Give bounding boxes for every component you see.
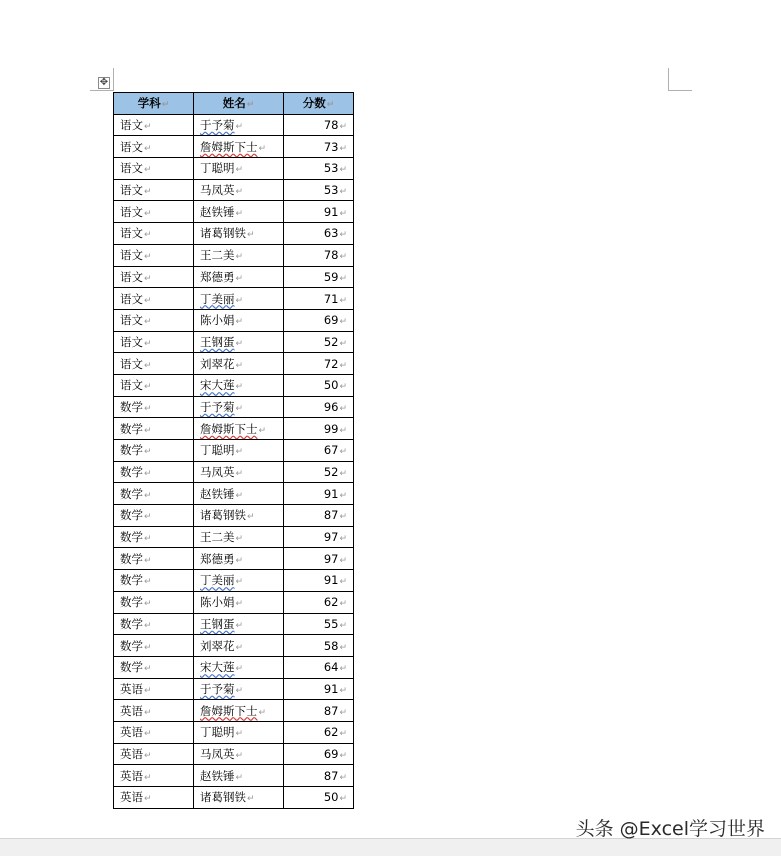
table-row bbox=[114, 309, 354, 331]
paragraph-mark-icon: ↵ bbox=[339, 425, 347, 436]
table-row bbox=[114, 223, 354, 245]
cell-subject[interactable]: 数学↵ bbox=[114, 396, 194, 418]
paragraph-mark-icon: ↵ bbox=[144, 794, 152, 805]
paragraph-mark-icon: ↵ bbox=[339, 642, 347, 653]
table-row bbox=[114, 700, 354, 722]
cell-subject[interactable]: 语文↵ bbox=[114, 179, 194, 201]
grade-table bbox=[113, 92, 354, 809]
paragraph-mark-icon: ↵ bbox=[339, 620, 347, 631]
paragraph-mark-icon: ↵ bbox=[144, 403, 152, 414]
cell-name[interactable]: 丁聪明↵ bbox=[194, 440, 284, 462]
paragraph-mark-icon: ↵ bbox=[339, 794, 347, 805]
cell-subject[interactable]: 数学↵ bbox=[114, 613, 194, 635]
paragraph-mark-icon: ↵ bbox=[144, 187, 152, 198]
paragraph-mark-icon: ↵ bbox=[144, 143, 152, 154]
paragraph-mark-icon: ↵ bbox=[247, 230, 255, 241]
cell-score[interactable]: 53↵ bbox=[284, 158, 354, 180]
cell-score[interactable]: 78↵ bbox=[284, 244, 354, 266]
paragraph-mark-icon: ↵ bbox=[144, 512, 152, 523]
table-row bbox=[114, 158, 354, 180]
paragraph-mark-icon: ↵ bbox=[339, 273, 347, 284]
cell-name[interactable]: 丁美丽↵ bbox=[194, 288, 284, 310]
paragraph-mark-icon: ↵ bbox=[235, 295, 244, 306]
paragraph-mark-icon: ↵ bbox=[144, 534, 152, 545]
table-row bbox=[114, 591, 354, 613]
paragraph-mark-icon: ↵ bbox=[339, 772, 347, 783]
table-row bbox=[114, 678, 354, 700]
paragraph-mark-icon: ↵ bbox=[144, 317, 152, 328]
paragraph-mark-icon: ↵ bbox=[235, 599, 244, 610]
paragraph-mark-icon: ↵ bbox=[144, 729, 152, 740]
paragraph-mark-icon: ↵ bbox=[235, 664, 244, 675]
cell-score[interactable]: 64↵ bbox=[284, 656, 354, 678]
paragraph-mark-icon: ↵ bbox=[339, 122, 347, 133]
paragraph-mark-icon: ↵ bbox=[235, 447, 244, 458]
paragraph-mark-icon: ↵ bbox=[144, 750, 152, 761]
cell-name[interactable]: 郑德勇↵ bbox=[194, 548, 284, 570]
paragraph-mark-icon: ↵ bbox=[144, 382, 152, 393]
table-move-handle-icon[interactable]: ✥ bbox=[99, 77, 109, 88]
cell-name[interactable]: 于予菊↵ bbox=[194, 678, 284, 700]
paragraph-mark-icon: ↵ bbox=[144, 230, 152, 241]
cell-subject[interactable]: 数学↵ bbox=[114, 505, 194, 527]
paragraph-mark-icon: ↵ bbox=[235, 772, 244, 783]
paragraph-mark-icon: ↵ bbox=[144, 295, 152, 306]
cell-subject[interactable]: 数学↵ bbox=[114, 418, 194, 440]
table-row bbox=[114, 179, 354, 201]
paragraph-mark-icon: ↵ bbox=[339, 469, 347, 480]
paragraph-mark-icon: ↵ bbox=[144, 165, 152, 176]
paragraph-mark-icon: ↵ bbox=[144, 642, 152, 653]
paragraph-mark-icon: ↵ bbox=[144, 360, 152, 371]
cell-subject[interactable]: 语文↵ bbox=[114, 309, 194, 331]
paragraph-mark-icon: ↵ bbox=[339, 512, 347, 523]
cell-score[interactable]: 96↵ bbox=[284, 396, 354, 418]
cell-subject[interactable]: 语文↵ bbox=[114, 353, 194, 375]
crop-mark bbox=[668, 68, 669, 90]
watermark: 头条 @Excel学习世界 bbox=[575, 818, 765, 840]
cell-score[interactable]: 62↵ bbox=[284, 721, 354, 743]
paragraph-mark-icon: ↵ bbox=[235, 122, 244, 133]
paragraph-mark-icon: ↵ bbox=[339, 534, 347, 545]
cell-name[interactable]: 宋大莲↵ bbox=[194, 374, 284, 396]
cell-subject[interactable]: 英语↵ bbox=[114, 787, 194, 809]
cell-subject[interactable]: 语文↵ bbox=[114, 288, 194, 310]
table-row bbox=[114, 548, 354, 570]
crop-mark bbox=[90, 90, 114, 91]
paragraph-mark-icon: ↵ bbox=[339, 382, 347, 393]
paragraph-mark-icon: ↵ bbox=[235, 360, 244, 371]
cell-score[interactable]: 69↵ bbox=[284, 309, 354, 331]
paragraph-mark-icon: ↵ bbox=[339, 685, 347, 696]
paragraph-mark-icon: ↵ bbox=[144, 620, 152, 631]
cell-score[interactable]: 97↵ bbox=[284, 526, 354, 548]
cell-name[interactable]: 赵铁锤↵ bbox=[194, 765, 284, 787]
table-row bbox=[114, 526, 354, 548]
paragraph-mark-icon: ↵ bbox=[246, 100, 255, 111]
cell-name[interactable]: 陈小娟↵ bbox=[194, 309, 284, 331]
cell-name[interactable]: 王二美↵ bbox=[194, 526, 284, 548]
cell-subject[interactable]: 英语↵ bbox=[114, 700, 194, 722]
cell-subject[interactable]: 数学↵ bbox=[114, 461, 194, 483]
header-cell-name[interactable]: 姓名↵ bbox=[194, 93, 284, 115]
paragraph-mark-icon: ↵ bbox=[235, 577, 244, 588]
cell-name[interactable]: 诸葛钢铁↵ bbox=[194, 505, 284, 527]
paragraph-mark-icon: ↵ bbox=[144, 208, 152, 219]
paragraph-mark-icon: ↵ bbox=[235, 338, 244, 349]
paragraph-mark-icon: ↵ bbox=[235, 620, 244, 631]
table-row bbox=[114, 613, 354, 635]
paragraph-mark-icon: ↵ bbox=[144, 338, 152, 349]
table-row bbox=[114, 266, 354, 288]
cell-subject[interactable]: 语文↵ bbox=[114, 114, 194, 136]
paragraph-mark-icon: ↵ bbox=[144, 447, 152, 458]
cell-name[interactable]: 于予菊↵ bbox=[194, 114, 284, 136]
cell-name[interactable]: 诸葛钢铁↵ bbox=[194, 223, 284, 245]
paragraph-mark-icon: ↵ bbox=[235, 685, 244, 696]
paragraph-mark-icon: ↵ bbox=[144, 469, 152, 480]
paragraph-mark-icon: ↵ bbox=[326, 100, 335, 111]
header-cell-subject[interactable]: 学科↵ bbox=[114, 93, 194, 115]
cell-score[interactable]: 72↵ bbox=[284, 353, 354, 375]
paragraph-mark-icon: ↵ bbox=[144, 664, 152, 675]
table-row bbox=[114, 656, 354, 678]
paragraph-mark-icon: ↵ bbox=[161, 100, 170, 111]
cell-name[interactable]: 丁聪明↵ bbox=[194, 721, 284, 743]
cell-score[interactable]: 99↵ bbox=[284, 418, 354, 440]
paragraph-mark-icon: ↵ bbox=[144, 122, 152, 133]
paragraph-mark-icon: ↵ bbox=[339, 447, 347, 458]
cell-score[interactable]: 71↵ bbox=[284, 288, 354, 310]
table-row bbox=[114, 743, 354, 765]
cell-name[interactable]: 王钢蛋↵ bbox=[194, 613, 284, 635]
table-row bbox=[114, 201, 354, 223]
cell-score[interactable]: 91↵ bbox=[284, 201, 354, 223]
cell-name[interactable]: 丁美丽↵ bbox=[194, 570, 284, 592]
crop-mark bbox=[668, 90, 692, 91]
paragraph-mark-icon: ↵ bbox=[144, 555, 152, 566]
paragraph-mark-icon: ↵ bbox=[339, 490, 347, 501]
cell-name[interactable]: 赵铁锤↵ bbox=[194, 483, 284, 505]
cell-name[interactable]: 詹姆斯下士↵ bbox=[194, 136, 284, 158]
table-row bbox=[114, 483, 354, 505]
paragraph-mark-icon: ↵ bbox=[235, 317, 244, 328]
table-row bbox=[114, 244, 354, 266]
cell-score[interactable]: 62↵ bbox=[284, 591, 354, 613]
table-row bbox=[114, 136, 354, 158]
paragraph-mark-icon: ↵ bbox=[235, 469, 244, 480]
cell-score[interactable]: 97↵ bbox=[284, 548, 354, 570]
cell-subject[interactable]: 数学↵ bbox=[114, 483, 194, 505]
table-row bbox=[114, 721, 354, 743]
paragraph-mark-icon: ↵ bbox=[144, 273, 152, 284]
cell-name[interactable]: 詹姆斯下士↵ bbox=[194, 700, 284, 722]
paragraph-mark-icon: ↵ bbox=[235, 208, 244, 219]
paragraph-mark-icon: ↵ bbox=[339, 295, 347, 306]
table-row bbox=[114, 765, 354, 787]
cell-score[interactable]: 52↵ bbox=[284, 331, 354, 353]
table-row bbox=[114, 288, 354, 310]
paragraph-mark-icon: ↵ bbox=[144, 490, 152, 501]
table-row bbox=[114, 461, 354, 483]
cell-score[interactable]: 87↵ bbox=[284, 765, 354, 787]
cell-subject[interactable]: 数学↵ bbox=[114, 570, 194, 592]
paragraph-mark-icon: ↵ bbox=[144, 772, 152, 783]
cell-score[interactable]: 91↵ bbox=[284, 483, 354, 505]
paragraph-mark-icon: ↵ bbox=[144, 577, 152, 588]
cell-score[interactable]: 58↵ bbox=[284, 635, 354, 657]
paragraph-mark-icon: ↵ bbox=[258, 425, 267, 436]
paragraph-mark-icon: ↵ bbox=[144, 252, 152, 263]
paragraph-mark-icon: ↵ bbox=[339, 577, 347, 588]
cell-subject[interactable]: 语文↵ bbox=[114, 374, 194, 396]
paragraph-mark-icon: ↵ bbox=[235, 252, 244, 263]
cell-score[interactable]: 63↵ bbox=[284, 223, 354, 245]
table-row bbox=[114, 505, 354, 527]
cell-score[interactable]: 53↵ bbox=[284, 179, 354, 201]
table-row bbox=[114, 418, 354, 440]
cell-name[interactable]: 王二美↵ bbox=[194, 244, 284, 266]
table-row bbox=[114, 374, 354, 396]
cell-score[interactable]: 87↵ bbox=[284, 505, 354, 527]
table-row bbox=[114, 787, 354, 809]
paragraph-mark-icon: ↵ bbox=[235, 273, 244, 284]
paragraph-mark-icon: ↵ bbox=[144, 685, 152, 696]
table-row bbox=[114, 114, 354, 136]
paragraph-mark-icon: ↵ bbox=[235, 490, 244, 501]
paragraph-mark-icon: ↵ bbox=[235, 555, 244, 566]
cell-name[interactable]: 王钢蛋↵ bbox=[194, 331, 284, 353]
cell-subject[interactable]: 语文↵ bbox=[114, 223, 194, 245]
paragraph-mark-icon: ↵ bbox=[247, 512, 255, 523]
cell-subject[interactable]: 数学↵ bbox=[114, 656, 194, 678]
cell-name[interactable]: 赵铁锤↵ bbox=[194, 201, 284, 223]
cell-score[interactable]: 78↵ bbox=[284, 114, 354, 136]
header-row bbox=[114, 93, 354, 115]
cell-score[interactable]: 73↵ bbox=[284, 136, 354, 158]
paragraph-mark-icon: ↵ bbox=[339, 729, 347, 740]
paragraph-mark-icon: ↵ bbox=[339, 230, 347, 241]
cell-score[interactable]: 55↵ bbox=[284, 613, 354, 635]
paragraph-mark-icon: ↵ bbox=[339, 707, 347, 718]
paragraph-mark-icon: ↵ bbox=[235, 642, 244, 653]
paragraph-mark-icon: ↵ bbox=[235, 534, 244, 545]
cell-score[interactable]: 52↵ bbox=[284, 461, 354, 483]
paragraph-mark-icon: ↵ bbox=[144, 425, 152, 436]
cell-score[interactable]: 91↵ bbox=[284, 570, 354, 592]
paragraph-mark-icon: ↵ bbox=[339, 208, 347, 219]
cell-name[interactable]: 宋大莲↵ bbox=[194, 656, 284, 678]
paragraph-mark-icon: ↵ bbox=[339, 187, 347, 198]
cell-score[interactable]: 87↵ bbox=[284, 700, 354, 722]
cell-name[interactable]: 陈小娟↵ bbox=[194, 591, 284, 613]
table-body bbox=[114, 114, 354, 808]
cell-score[interactable]: 50↵ bbox=[284, 787, 354, 809]
table-row bbox=[114, 353, 354, 375]
paragraph-mark-icon: ↵ bbox=[339, 252, 347, 263]
paragraph-mark-icon: ↵ bbox=[258, 143, 267, 154]
paragraph-mark-icon: ↵ bbox=[339, 403, 347, 414]
paragraph-mark-icon: ↵ bbox=[235, 165, 244, 176]
table-row bbox=[114, 396, 354, 418]
paragraph-mark-icon: ↵ bbox=[235, 187, 244, 198]
cell-subject[interactable]: 数学↵ bbox=[114, 548, 194, 570]
crop-mark bbox=[113, 68, 114, 90]
cell-subject[interactable]: 数学↵ bbox=[114, 591, 194, 613]
table-row bbox=[114, 635, 354, 657]
paragraph-mark-icon: ↵ bbox=[144, 707, 152, 718]
paragraph-mark-icon: ↵ bbox=[339, 143, 347, 154]
cell-subject[interactable]: 英语↵ bbox=[114, 721, 194, 743]
table-row bbox=[114, 331, 354, 353]
cell-subject[interactable]: 语文↵ bbox=[114, 201, 194, 223]
paragraph-mark-icon: ↵ bbox=[235, 729, 244, 740]
header-cell-score[interactable]: 分数↵ bbox=[284, 93, 354, 115]
paragraph-mark-icon: ↵ bbox=[247, 794, 255, 805]
cell-name[interactable]: 马凤英↵ bbox=[194, 461, 284, 483]
paragraph-mark-icon: ↵ bbox=[339, 664, 347, 675]
paragraph-mark-icon: ↵ bbox=[339, 599, 347, 610]
cell-name[interactable]: 刘翠花↵ bbox=[194, 635, 284, 657]
cell-name[interactable]: 于予菊↵ bbox=[194, 396, 284, 418]
cell-subject[interactable]: 数学↵ bbox=[114, 635, 194, 657]
cell-name[interactable]: 丁聪明↵ bbox=[194, 158, 284, 180]
cell-subject[interactable]: 数学↵ bbox=[114, 440, 194, 462]
cell-subject[interactable]: 英语↵ bbox=[114, 678, 194, 700]
cell-name[interactable]: 马凤英↵ bbox=[194, 179, 284, 201]
table-row bbox=[114, 440, 354, 462]
cell-subject[interactable]: 数学↵ bbox=[114, 526, 194, 548]
paragraph-mark-icon: ↵ bbox=[235, 750, 244, 761]
paragraph-mark-icon: ↵ bbox=[235, 382, 244, 393]
cell-name[interactable]: 詹姆斯下士↵ bbox=[194, 418, 284, 440]
paragraph-mark-icon: ↵ bbox=[339, 360, 347, 371]
cell-score[interactable]: 50↵ bbox=[284, 374, 354, 396]
cell-score[interactable]: 69↵ bbox=[284, 743, 354, 765]
table-row bbox=[114, 570, 354, 592]
cell-subject[interactable]: 语文↵ bbox=[114, 136, 194, 158]
paragraph-mark-icon: ↵ bbox=[258, 707, 267, 718]
cell-subject[interactable]: 英语↵ bbox=[114, 743, 194, 765]
cell-subject[interactable]: 语文↵ bbox=[114, 158, 194, 180]
cell-score[interactable]: 67↵ bbox=[284, 440, 354, 462]
cell-score[interactable]: 59↵ bbox=[284, 266, 354, 288]
paragraph-mark-icon: ↵ bbox=[339, 555, 347, 566]
cell-name[interactable]: 诸葛钢铁↵ bbox=[194, 787, 284, 809]
cell-subject[interactable]: 语文↵ bbox=[114, 331, 194, 353]
paragraph-mark-icon: ↵ bbox=[235, 403, 244, 414]
cell-name[interactable]: 郑德勇↵ bbox=[194, 266, 284, 288]
cell-score[interactable]: 91↵ bbox=[284, 678, 354, 700]
cell-name[interactable]: 刘翠花↵ bbox=[194, 353, 284, 375]
paragraph-mark-icon: ↵ bbox=[339, 317, 347, 328]
cell-subject[interactable]: 语文↵ bbox=[114, 266, 194, 288]
cell-subject[interactable]: 英语↵ bbox=[114, 765, 194, 787]
paragraph-mark-icon: ↵ bbox=[339, 338, 347, 349]
cell-name[interactable]: 马凤英↵ bbox=[194, 743, 284, 765]
paragraph-mark-icon: ↵ bbox=[339, 165, 347, 176]
paragraph-mark-icon: ↵ bbox=[339, 750, 347, 761]
cell-subject[interactable]: 语文↵ bbox=[114, 244, 194, 266]
paragraph-mark-icon: ↵ bbox=[144, 599, 152, 610]
